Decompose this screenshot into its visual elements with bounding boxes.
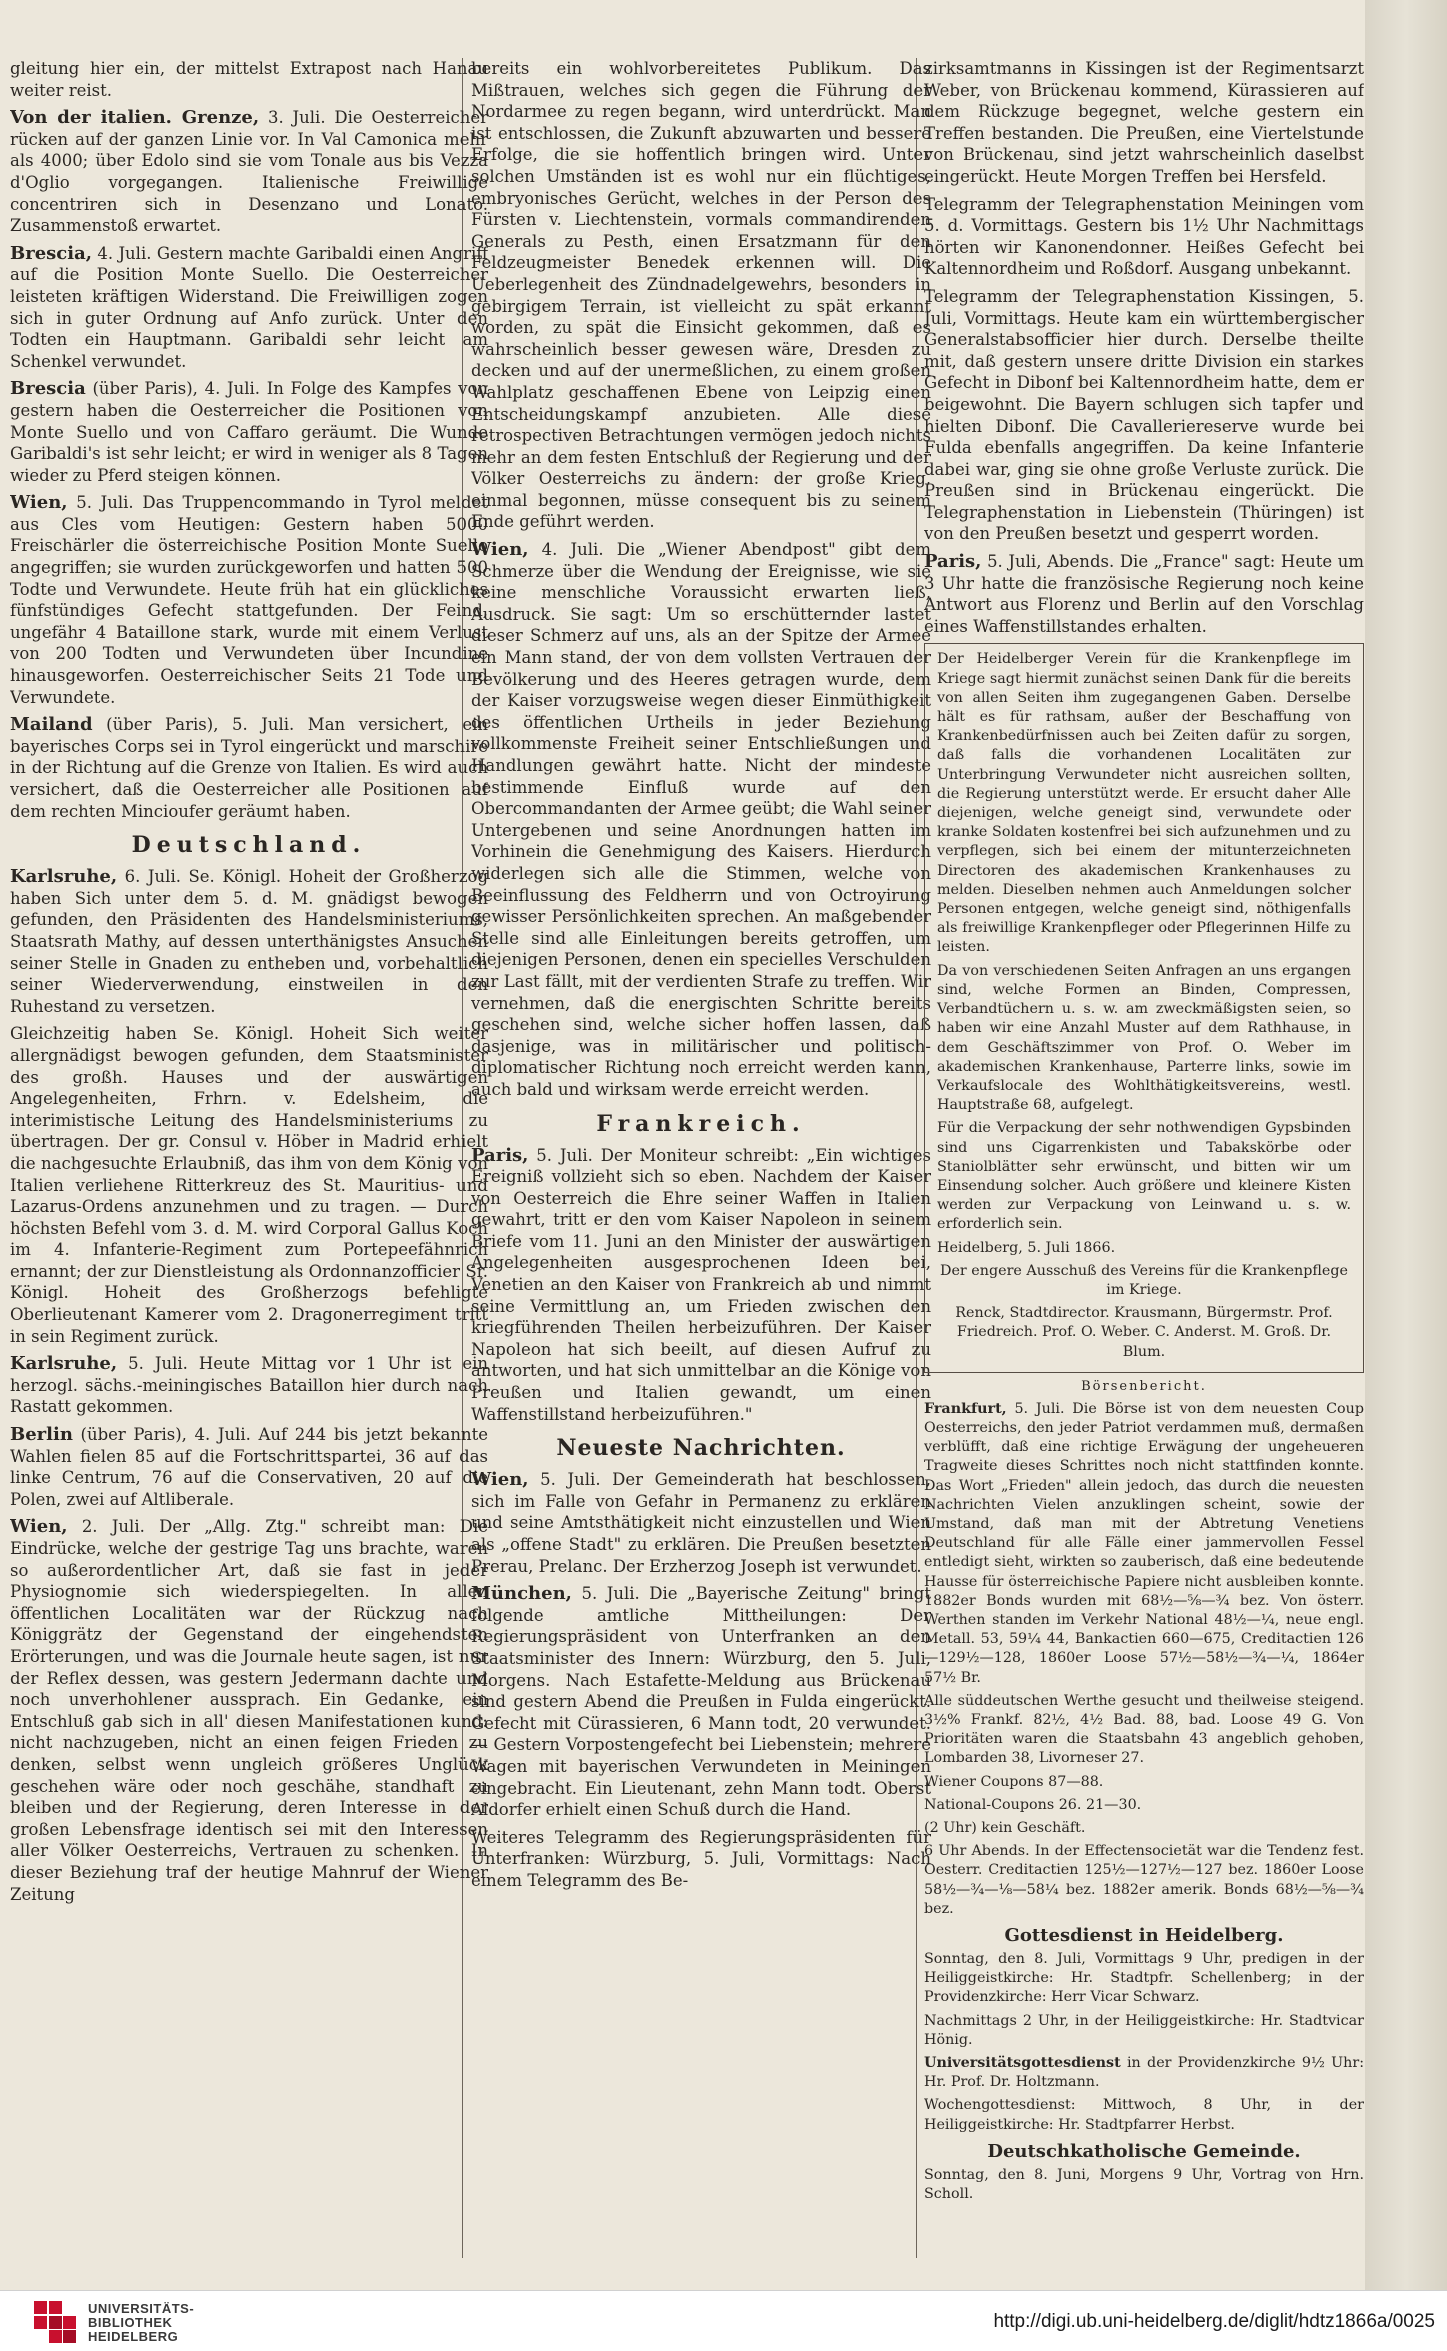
article-paragraph: München, 5. Juli. Die „Bayerische Zeitung" bringt folgende amtliche Mittheilungen: Der Regierungspräsident von Unterfranken an den Staatsminister des Innern: Würzburg, den 5. Juli, Morgens. Nach Estafette-Meldung aus Brückenau sind gestern Abend die Preußen in Fulda eingerückt. Gefecht mit Cürassieren, 6 Mann todt, 20 verwundet. — Gestern Vorpostengefecht bei Liebenstein; mehrere Wagen mit bayerischen Verwundeten in Meiningen eingebracht. Ein Lieutenant, zehn Mann todt. Oberst Aldorfer erhielt einen Schuß durch die Hand.: [471, 1583, 931, 1820]
article-paragraph: Karlsruhe, 6. Juli. Se. Königl. Hoheit der Großherzog haben Sich unter dem 5. d. M. gnädigst bewogen gefunden, den Präsidenten des Handelsministeriums, Staatsrath Mathy, auf dessen unterthänigstes Ansuchen seiner Stelle in Gnaden zu entheben und, vorbehaltlich seiner Wiederverwendung, einstweilen in den Ruhestand zu versetzen.: [10, 866, 488, 1016]
dateline: Wien,: [10, 492, 68, 514]
gottesdienst-paragraph: Nachmittags 2 Uhr, in der Heiliggeistkirche: Hr. Stadtvicar Hönig.: [924, 2012, 1364, 2048]
dateline: Berlin: [10, 1424, 73, 1446]
boerse-paragraph: 6 Uhr Abends. In der Effectensocietät war die Tendenz fest. Oesterr. Creditactien 125½—127½—127 bez. 1860er Loose 58½—¾—⅛—58¼ bez. 1882er amerik. Bonds 68½—⅝—¾ bez.: [924, 1843, 1364, 1917]
dateline: Karlsruhe,: [10, 866, 118, 888]
deutschkatholische-paragraph: Sonntag, den 8. Juni, Morgens 9 Uhr, Vortrag von Hrn. Scholl.: [924, 2166, 1364, 2203]
notice-paragraph: Da von verschiedenen Seiten Anfragen an uns ergangen sind, welche Formen an Binden, Compressen, Verbandtüchern u. s. w. am zweckmäßigsten seien, so haben wir eine Anzahl Muster auf dem Rathhause, in dem Geschäftszimmer von Prof. O. Weber im akademischen Krankenhause, Parterre links, sowie im Verkaufslocale des Wohlthätigkeitsvereins, westl. Hauptstraße 68, aufgelegt.: [937, 962, 1351, 1114]
article-paragraph: Paris, 5. Juli, Abends. Die „France" sagt: Heute um 3 Uhr hatte die französische Regierung noch keine Antwort aus Florenz und Berlin auf den Vorschlag eines Waffenstillstandes erhalten.: [924, 551, 1364, 636]
article-paragraph: zirksamtmanns in Kissingen ist der Regimentsarzt Weber, von Brückenau kommend, Kürassieren auf dem Rückzuge begegnet, welche gestern ein Treffen bestanden. Die Preußen, eine Viertelstunde von Brückenau, sind jetzt wahrscheinlich daselbst eingerückt. Heute Morgen Treffen bei Hersfeld.: [924, 59, 1364, 186]
gottesdienst-paragraph: Universitätsgottesdienst in der Providenzkirche 9½ Uhr: Hr. Prof. Dr. Holtzmann.: [924, 2055, 1364, 2091]
dateline: Brescia: [10, 378, 86, 400]
article-paragraph: Weiteres Telegramm des Regierungspräsidenten für Unterfranken: Würzburg, 5. Juli, Vormittags: Nach einem Telegramm des Be-: [471, 1827, 931, 1890]
page-spine-shadow: [1365, 0, 1447, 2290]
deutschkatholische-title: Deutschkatholische Gemeinde.: [987, 2140, 1301, 2162]
article-paragraph: Karlsruhe, 5. Juli. Heute Mittag vor 1 Uhr ist ein herzogl. sächs.-meiningisches Bataillon hier durch nach Rastatt gekommen.: [10, 1353, 488, 1417]
section-heading-neueste-nachrichten: Neueste Nachrichten.: [556, 1435, 846, 1462]
notice-box-krankenpflege: [924, 643, 1364, 1372]
column-2: [471, 58, 931, 2290]
boerse-paragraph: (2 Uhr) kein Geschäft.: [924, 1820, 1086, 1837]
notice-paragraph: Der Heidelberger Verein für die Krankenpflege im Kriege sagt hiermit zunächst seinen Dank für die bereits von allen Seiten ihm zugegangenen Gaben. Derselbe hält es für rathsam, außer der Beschaffung von Krankenbedürfnissen auch bei Zeiten dafür zu sorgen, daß falls die vorhandenen Localitäten zur Unterbringung Verwundeter nicht ausreichen sollten, die Regierung unterstützt werde. Er ersucht daher Alle diejenigen, welche geneigt sind, verwundete oder kranke Soldaten kostenfrei bei sich aufzunehmen und zu verpflegen, sich bei einem der mitunterzeichneten Directoren des akademischen Krankenhauses zu melden. Dieselben nehmen auch Anmeldungen solcher Personen entgegen, welche geneigt sind, nöthigenfalls als freiwillige Krankenpfleger oder Pflegerinnen Hilfe zu leisten.: [937, 651, 1351, 956]
boerse-paragraph: National-Coupons 26. 21—30.: [924, 1796, 1142, 1813]
source-url-link[interactable]: http://digi.ub.uni-heidelberg.de/diglit/hdtz1866a/0025: [993, 2311, 1435, 2332]
section-heading-deutschland: Deutschland.: [131, 832, 367, 859]
article-paragraph: Mailand (über Paris), 5. Juli. Man versichert, ein bayerisches Corps sei in Tyrol eingerückt und marschire in der Richtung auf die Grenze von Italien. Es wird auch versichert, daß die Oesterreicher alle Positionen auf dem rechten Mincioufer geräumt haben.: [10, 714, 488, 821]
notice-signatures: Renck, Stadtdirector. Krausmann, Bürgermstr. Prof. Friedreich. Prof. O. Weber. C. Anderst. M. Groß. Dr. Blum.: [955, 1305, 1333, 1360]
section-heading-frankreich: Frankreich.: [596, 1110, 806, 1137]
gottesdienst-title: Gottesdienst in Heidelberg.: [1004, 1925, 1284, 1947]
footer-bar: [0, 2290, 1447, 2351]
notice-date: Heidelberg, 5. Juli 1866.: [937, 1239, 1116, 1256]
article-paragraph: Wien, 5. Juli. Das Truppencommando in Tyrol meldet aus Cles vom Heutigen: Gestern haben 5000 Freischärler die österreichische Position Monte Suello angegriffen; sie wurden zurückgeworfen und hatten 500 Todte und Verwundete. Heute früh hat ein glückliches fünfstündiges Gefecht stattgefunden. Der Feind, ungefähr 4 Bataillone stark, wurde mit einem Verlust von 200 Todten und Verwundeten über Incundine hinausgeworfen. Oesterreichischer Seits 21 Tode und Verwundete.: [10, 492, 488, 707]
notice-committee: Der engere Ausschuß des Vereins für die Krankenpflege im Kriege.: [939, 1262, 1349, 1298]
article-paragraph: Wien, 2. Juli. Der „Allg. Ztg." schreibt man: Die Eindrücke, welche der gestrige Tag uns brachte, waren so außerordentlicher Art, daß sie fast in jeder Physiognomie sich wiederspiegelten. In allen öffentlichen Localitäten war der Rückzug nach Königgrätz der Gegenstand der eingehendsten Erörterungen, und was die Journale heute sagen, ist nur der Reflex dessen, was gestern Jedermann dachte und noch unverhohlener aussprach. Ein Gedanke, ein Entschluß gab sich in all' diesen Manifestationen kund: nicht nachzugeben, nicht an einen feigen Frieden zu denken, selbst wenn ungleich größeres Unglück geschehen wäre oder noch geschähe, standhaft zu bleiben und der Regierung, deren Interesse in der großen Lebensfrage identisch sei mit den Interessen aller Völker Oesterreichs, Vertrauen zu schenken. In dieser Beziehung traf der heutige Mahnruf der Wiener Zeitung: [10, 1516, 488, 1904]
gottesdienst-paragraph: Sonntag, den 8. Juli, Vormittags 9 Uhr, predigen in der Heiliggeistkirche: Hr. Stadtpfr. Schellenberg; in der Providenzkirche: Herr Vicar Schwarz.: [924, 1951, 1364, 2006]
dateline: Mailand: [10, 714, 93, 736]
dateline: Von der italien. Grenze,: [10, 107, 260, 129]
boerse-paragraph: Frankfurt, 5. Juli. Die Börse ist von dem neuesten Coup Oesterreichs, den jeder Patriot verdammen muß, dermaßen verblüfft, daß eine richtige Erwägung der ungeheueren Tragweite dieses Schrittes noch nicht stattfinden konnte. Das Wort „Frieden" allein jedoch, das durch die neuesten Nachrichten Vielen anzuklingen scheint, sowie der Umstand, daß man mit der Abtretung Venetiens Deutschland für alle Fälle einer jammervollen Fessel entledigt sieht, wirkten so zauberisch, daß eine bedeutende Hausse für österreichische Papiere nicht ausbleiben konnte. 1882er Bonds wurden mit 68½—⅝—¾ bez. Von österr. Werthen standen im Verkehr National 48½—¼, neue engl. Metall. 53, 59¼ 44, Bankactien 660—675, Creditactien 126—129½—128, 1860er Loose 57½—58½—¾—¼, 1864er 57½ Br.: [924, 1400, 1364, 1686]
article-paragraph: Brescia (über Paris), 4. Juli. In Folge des Kampfes von gestern haben die Oesterreicher die Positionen von Monte Suello und von Caffaro geräumt. Die Wunde Garibaldi's ist sehr leicht; er wird in weniger als 8 Tagen wieder zu Pferd steigen können.: [10, 378, 488, 485]
dateline: Wien,: [471, 1469, 529, 1491]
column-1: [10, 58, 488, 2290]
dateline: München,: [471, 1583, 572, 1605]
gottesdienst-paragraph: Wochengottesdienst: Mittwoch, 8 Uhr, in der Heiliggeistkirche: Hr. Stadtpfarrer Herbst.: [924, 2097, 1364, 2133]
article-paragraph: gleitung hier ein, der mittelst Extrapost nach Hanau weiter reist.: [10, 59, 488, 100]
article-paragraph: Wien, 5. Juli. Der Gemeinderath hat beschlossen, sich im Falle von Gefahr in Permanenz zu erklären und seine Amtsthätigkeit nicht einzustellen und Wien als „offene Stadt" zu erklären. Die Preußen besetzten Prerau, Prelanc. Der Erzherzog Joseph ist verwundet.: [471, 1469, 931, 1576]
notice-paragraph: Für die Verpackung der sehr nothwendigen Gypsbinden sind uns Cigarrenkisten und Tabakskörbe oder Staniolblätter sehr erwünscht, und bitten wir um Einsendung solcher. Auch größere und kleinere Kisten werden zur Verpackung von Leinwand u. s. w. erforderlich sein.: [937, 1120, 1351, 1233]
boerse-paragraph: Wiener Coupons 87—88.: [924, 1773, 1104, 1790]
boersenbericht-title: Börsenbericht.: [1081, 1378, 1207, 1394]
dateline: Brescia,: [10, 242, 93, 264]
dateline: Wien,: [10, 1516, 68, 1538]
dateline: Karlsruhe,: [10, 1353, 118, 1375]
column-3: [924, 58, 1364, 2290]
library-name: UNIVERSITÄTS- BIBLIOTHEK HEIDELBERG: [88, 2301, 195, 2344]
article-paragraph: Wien, 4. Juli. Die „Wiener Abendpost" gibt dem Schmerze über die Wendung der Ereignisse, wie sie keine menschliche Voraussicht erwarten ließ, Ausdruck. Sie sagt: Um so erschütternder lastet dieser Schmerz auf uns, als an der Spitze der Armee ein Mann stand, der von dem vollsten Vertrauen der Bevölkerung und des Heeres getragen wurde, dem der Kaiser vorzugsweise wegen dieser Einmüthigkeit des öffentlichen Urtheils in jeder Beziehung vollkommenste Freiheit seiner Entschließungen und Handlungen gewährt hatte. Nicht der mindeste bestimmende Einfluß wurde auf den Obercommandanten der Armee geübt; die Wahl seiner Untergebenen und seine Anordnungen hatten im Vorhinein die Genehmigung des Kaisers. Hierdurch widerlegen sich alle die Stimmen, welche von Beeinflussung des Feldherrn und von Octroyirung gewisser Persönlichkeiten sprechen. An maßgebender Stelle sind alle Einleitungen bereits getroffen, um diejenigen Personen, denen ein specielles Verschulden zur Last fällt, mit der verdienten Strafe zu treffen. Wir vernehmen, daß die energischten Schritte bereits geschehen sind, welche sicher hoffen lassen, daß dasjenige, was in militärischer und politisch-diplomatischer Richtung noch erreicht werden kann, auch bald und wirksam werde erreicht werden.: [471, 539, 931, 1099]
article-paragraph: Von der italien. Grenze, 3. Juli. Die Oesterreicher rücken auf der ganzen Linie vor. In Val Camonica mehr als 4000; über Edolo sind sie vom Tonale aus bis Vezza d'Oglio vorgegangen. Italienische Freiwillige concentriren sich in Desenzano und Lonato. Zusammenstoß erwartet.: [10, 107, 488, 236]
article-paragraph: bereits ein wohlvorbereitetes Publikum. Das Mißtrauen, welches sich gegen die Führung der Nordarmee zu regen begann, wird unterdrückt. Man ist entschlossen, die Zukunft abzuwarten und bessere Erfolge, die sie hoffentlich bringen wird. Unter solchen Umständen ist es wohl nur ein flüchtiges, embryonisches Gerücht, welches in der Person des Fürsten v. Liechtenstein, vormals commandirenden Generals zu Pesth, einen Ersatzmann für den Feldzeugmeister Benedek erkennen will. Die Ueberlegenheit des Zündnadelgewehrs, besonders in gebirgigem Terrain, ist vielleicht zu spät erkannt worden, zu spät die Einsicht gekommen, daß es wahrscheinlich besser gewesen wäre, Dresden zu decken und auf der unermeßlichen, zu einem großen Wahlplatz geschaffenen Ebene von Leipzig einen Entscheidungskampf anzubieten. Alle diese retrospectiven Betrachtungen vermögen jedoch nichts mehr an dem festen Entschluß der Regierung und der Völker Oesterreichs zu ändern: der große Krieg, einmal begonnen, müsse consequent bis zu seinem Ende geführt werden.: [471, 59, 931, 532]
dateline: Paris,: [924, 551, 982, 573]
dateline: Frankfurt,: [924, 1400, 1007, 1417]
article-paragraph: Telegramm der Telegraphenstation Kissingen, 5. Juli, Vormittags. Heute kam ein württembergischer Generalstabsofficier hier durch. Derselbe theilte mit, daß gestern unsere dritte Division ein starkes Gefecht in Dibonf bei Kaltennordheim hatte, dem er beigewohnt. Die Bayern schlugen sich tapfer und hielten Dibonf. Die Cavalleriereserve wurde bei Fulda ebenfalls angegriffen. Da keine Infanterie dabei war, ging sie ohne große Verluste zurück. Die Preußen sind in Brückenau eingerückt. Die Telegraphenstation in Liebenstein (Thüringen) ist von den Preußen besetzt und gesperrt worden.: [924, 286, 1364, 544]
article-paragraph: Telegramm der Telegraphenstation Meiningen vom 5. d. Vormittags. Gestern bis 1½ Uhr Nachmittags hörten wir Kanonendonner. Heißes Gefecht bei Kaltennordheim und Roßdorf. Ausgang unbekannt.: [924, 194, 1364, 279]
article-paragraph: Paris, 5. Juli. Der Moniteur schreibt: „Ein wichtiges Ereigniß vollzieht sich so eben. Nachdem der Kaiser von Oesterreich die Ehre seiner Waffen in Italien gewahrt, tritt er den vom Kaiser Napoleon in seinem Briefe vom 11. Juni an den Minister der auswärtigen Angelegenheiten ausgesprochenen Ideen bei, Venetien an den Kaiser von Frankreich ab und nimmt seine Vermittlung an, um Frieden zwischen den kriegführenden Theilen herbeizuführen. Der Kaiser Napoleon hat sich beeilt, auf diesen Aufruf zu antworten, und hat sich unmittelbar an die Könige von Preußen und Italien gewandt, um einen Waffenstillstand herbeizuführen.": [471, 1144, 931, 1424]
dateline: Wien,: [471, 539, 529, 561]
article-paragraph: Brescia, 4. Juli. Gestern machte Garibaldi einen Angriff auf die Position Monte Suello. Die Oesterreicher leisteten kräftigen Widerstand. Die Freiwilligen zogen sich in guter Ordnung auf Anfo zurück. Unter den Todten ein Hauptmann. Garibaldi sehr leicht am Schenkel verwundet.: [10, 242, 488, 371]
university-library-logo-icon: [34, 2301, 76, 2343]
dateline: Paris,: [471, 1144, 529, 1166]
article-paragraph: Berlin (über Paris), 4. Juli. Auf 244 bis jetzt bekannte Wahlen fielen 85 auf die Fortschrittspartei, 36 auf das linke Centrum, 76 auf die Conservativen, 20 auf die Polen, zwei auf Altliberale.: [10, 1424, 488, 1509]
boerse-paragraph: Alle süddeutschen Werthe gesucht und theilweise steigend. 3½% Frankf. 82½, 4½ Bad. 88, bad. Loose 49 G. Von Prioritäten waren die Staatsbahn 43 angeblich gehoben, Lombarden 38, Livorneser 27.: [924, 1692, 1364, 1767]
article-paragraph: Gleichzeitig haben Se. Königl. Hoheit Sich weiter allergnädigst bewogen gefunden, dem Staatsminister des großh. Hauses und der auswärtigen Angelegenheiten, Frhrn. v. Edelsheim, die interimistische Leitung des Handelsministeriums zu übertragen. Der gr. Consul v. Höber in Madrid erhielt die nachgesuchte Erlaubniß, das ihm von dem König von Italien verliehene Ritterkreuz des St. Mauritius- und Lazarus-Ordens anzunehmen und zu tragen. — Durch höchsten Befehl vom 3. d. M. wird Corporal Gallus Koch im 4. Infanterie-Regiment zum Portepeefähnrich ernannt; der zur Dienstleistung als Ordonnanzofficier Sr. Königl. Hoheit des Großherzogs befehligte Oberlieutenant Kamerer vom 2. Dragonerregiment tritt in sein Regiment zurück.: [10, 1024, 488, 1346]
